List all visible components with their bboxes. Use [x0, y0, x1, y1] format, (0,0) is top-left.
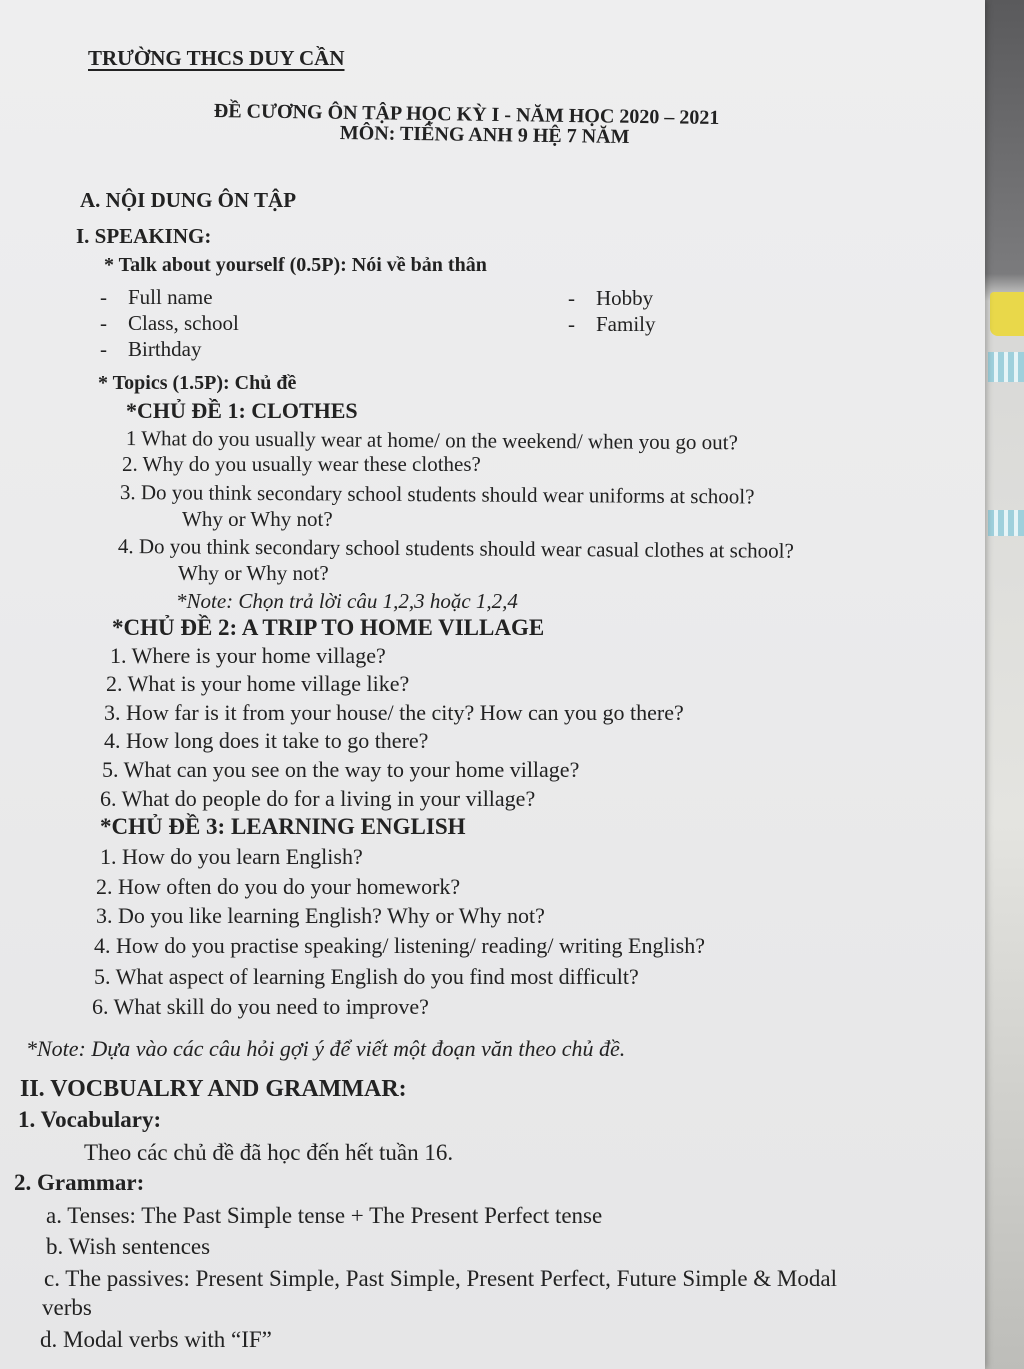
- subject-line: MÔN: TIẾNG ANH 9 HỆ 7 NĂM: [339, 122, 630, 149]
- question-text: 5. What aspect of learning English do you find most difficult?: [94, 964, 639, 989]
- list-item: - Class, school: [100, 311, 239, 335]
- grammar-item: verbs: [42, 1295, 92, 1320]
- question-text: 5. What can you see on the way to your home village?: [102, 757, 580, 782]
- topic-3-heading: *CHỦ ĐỀ 3: LEARNING ENGLISH: [100, 814, 466, 839]
- talk-about-yourself-heading: * Talk about yourself (0.5P): Nói về bản thân: [104, 254, 487, 276]
- list-item: - Birthday: [100, 337, 202, 361]
- question-text: Why or Why not?: [178, 561, 329, 585]
- yellow-sticky-note: [990, 292, 1024, 336]
- grammar-item: c. The passives: Present Simple, Past Simple, Present Perfect, Future Simple & Modal: [44, 1266, 837, 1291]
- speaking-heading: I. SPEAKING:: [76, 224, 212, 248]
- question-text: 3. Do you like learning English? Why or Why not?: [96, 903, 545, 928]
- notebook-edge: [988, 510, 1024, 536]
- list-item: - Full name: [100, 285, 213, 309]
- question-text: 1. Where is your home village?: [110, 643, 386, 668]
- vocabulary-text: Theo các chủ đề đã học đến hết tuần 16.: [84, 1140, 454, 1165]
- topic-1-note: *Note: Chọn trả lời câu 1,2,3 hoặc 1,2,4: [176, 589, 518, 613]
- writing-note: *Note: Dựa vào các câu hỏi gợi ý để viết một đoạn văn theo chủ đề.: [26, 1036, 626, 1061]
- question-text: 1. How do you learn English?: [100, 844, 363, 869]
- question-text: 6. What skill do you need to improve?: [92, 994, 429, 1019]
- list-item: - Family: [568, 312, 656, 336]
- question-text: 2. How often do you do your homework?: [96, 874, 461, 899]
- background-desk: [985, 0, 1024, 1369]
- grammar-item: b. Wish sentences: [46, 1234, 211, 1259]
- notebook-edge: [988, 352, 1024, 382]
- question-text: 2. Why do you usually wear these clothes?: [122, 452, 481, 476]
- question-text: 1 What do you usually wear at home/ on the weekend/ when you go out?: [125, 426, 738, 455]
- question-text: 2. What is your home village like?: [106, 671, 410, 696]
- topic-1-heading: *CHỦ ĐỀ 1: CLOTHES: [126, 398, 358, 423]
- topic-2-heading: *CHỦ ĐỀ 2: A TRIP TO HOME VILLAGE: [112, 615, 545, 640]
- grammar-item: a. Tenses: The Past Simple tense + The Present Perfect tense: [46, 1203, 603, 1228]
- question-text: 4. Do you think secondary school students should wear casual clothes at school?: [117, 534, 794, 563]
- question-text: 6. What do people do for a living in your village?: [100, 786, 536, 811]
- question-text: 3. Do you think secondary school students should wear uniforms at school?: [119, 480, 755, 509]
- grammar-heading: 2. Grammar:: [14, 1170, 145, 1195]
- school-name: TRƯỜNG THCS DUY CẦN: [88, 46, 345, 70]
- topics-heading: * Topics (1.5P): Chủ đề: [98, 372, 297, 394]
- grammar-item: d. Modal verbs with “IF”: [40, 1327, 272, 1352]
- question-text: Why or Why not?: [182, 507, 333, 531]
- vocabulary-heading: 1. Vocabulary:: [18, 1107, 162, 1132]
- section-a-heading: A. NỘI DUNG ÔN TẬP: [80, 188, 297, 212]
- question-text: 3. How far is it from your house/ the city? How can you go there?: [104, 700, 684, 725]
- question-text: 4. How long does it take to go there?: [104, 728, 429, 753]
- question-text: 4. How do you practise speaking/ listening/ reading/ writing English?: [94, 933, 706, 958]
- list-item: - Hobby: [568, 286, 654, 310]
- vocab-grammar-heading: II. VOCBUALRY AND GRAMMAR:: [20, 1076, 407, 1102]
- document-title: ĐỀ CƯƠNG ÔN TẬP HỌC KỲ I - NĂM HỌC 2020 – 2021: [213, 100, 720, 130]
